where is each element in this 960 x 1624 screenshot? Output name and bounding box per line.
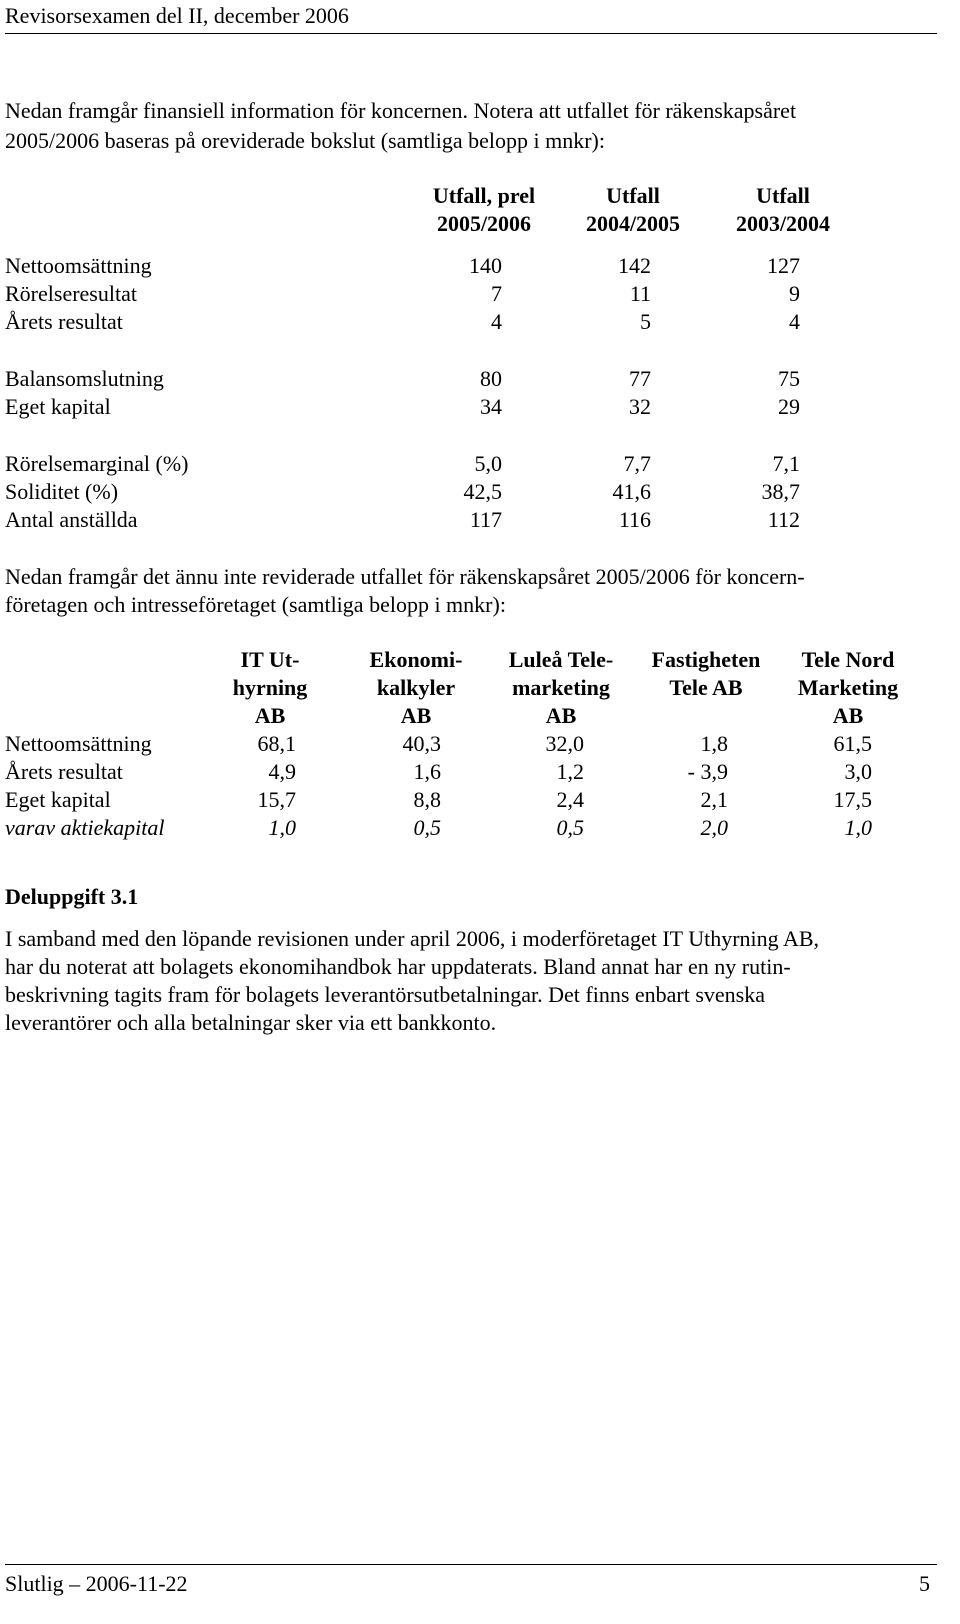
table-cell: 32,0: [545, 731, 584, 756]
column-header: Ekonomi-: [369, 647, 463, 672]
footer-rule: [5, 1564, 937, 1565]
table-cell: 127: [767, 253, 800, 278]
table-cell: 17,5: [833, 787, 872, 812]
table-cell: 29: [778, 394, 800, 419]
table-cell: 7: [491, 281, 502, 306]
table-cell: 9: [789, 281, 800, 306]
table-cell: 1,6: [413, 759, 441, 784]
table-cell: - 3,9: [687, 759, 728, 784]
section-heading: Deluppgift 3.1: [5, 884, 139, 909]
column-header: Fastigheten: [651, 647, 761, 672]
table-cell: 1,0: [268, 815, 296, 840]
row-label: Rörelseresultat: [5, 281, 137, 306]
row-label: Eget kapital: [5, 394, 111, 419]
footer-status: Slutlig – 2006-11-22: [5, 1571, 188, 1596]
table-cell: 15,7: [257, 787, 296, 812]
row-label: Soliditet (%): [5, 479, 119, 504]
column-header: marketing: [512, 675, 610, 700]
table-cell: 0,5: [556, 815, 584, 840]
table-cell: 1,0: [844, 815, 872, 840]
row-label: varav aktiekapital: [5, 815, 165, 840]
column-header: 2004/2005: [585, 211, 681, 236]
table-cell: 4: [491, 309, 502, 334]
column-header: Utfall, prel: [432, 183, 536, 208]
column-header: Luleå Tele-: [508, 647, 614, 672]
row-label: Årets resultat: [5, 309, 123, 334]
row-label: Eget kapital: [5, 787, 111, 812]
row-label: Nettoomsättning: [5, 731, 152, 756]
row-label: Balansomslutning: [5, 366, 164, 391]
table-cell: 140: [469, 253, 502, 278]
table-cell: 68,1: [257, 731, 296, 756]
row-label: Antal anställda: [5, 507, 138, 532]
table-cell: 41,6: [612, 479, 651, 504]
table-cell: 4,9: [268, 759, 296, 784]
column-header: 2003/2004: [735, 211, 831, 236]
header-rule: [5, 33, 937, 34]
row-label: Nettoomsättning: [5, 253, 152, 278]
column-header: IT Ut-: [240, 647, 300, 672]
table-cell: 142: [618, 253, 651, 278]
paragraph-line: leverantörer och alla betalningar sker via ett bankkonto.: [5, 1010, 497, 1035]
table-cell: 2,4: [556, 787, 584, 812]
table-cell: 42,5: [463, 479, 502, 504]
paragraph-line: företagen och intresseföretaget (samtliga belopp i mnkr):: [5, 592, 506, 617]
column-header: Utfall: [606, 183, 660, 208]
table-cell: 75: [778, 366, 800, 391]
table-cell: 32: [629, 394, 651, 419]
column-header: Marketing: [797, 675, 899, 700]
table-cell: 5: [640, 309, 651, 334]
table-cell: 3,0: [844, 759, 872, 784]
header-title: Revisorsexamen del II, december 2006: [5, 3, 349, 28]
row-label: Årets resultat: [5, 759, 123, 784]
paragraph-line: I samband med den löpande revisionen under april 2006, i moderföretaget IT Uthyrning AB,: [5, 926, 819, 951]
column-header: hyrning: [232, 675, 308, 700]
table-cell: 2,1: [700, 787, 728, 812]
table-cell: 1,2: [556, 759, 584, 784]
table-cell: 38,7: [761, 479, 800, 504]
table-cell: 5,0: [474, 451, 502, 476]
column-header: Tele Nord: [801, 647, 895, 672]
column-header: Tele AB: [669, 675, 743, 700]
column-header: AB: [400, 703, 432, 728]
table-cell: 0,5: [413, 815, 441, 840]
column-header: AB: [254, 703, 286, 728]
column-header: 2005/2006: [436, 211, 532, 236]
column-header: Utfall: [756, 183, 810, 208]
table-cell: 1,8: [700, 731, 728, 756]
table-cell: 11: [629, 281, 651, 306]
table-cell: 112: [767, 507, 800, 532]
paragraph-line: beskrivning tagits fram för bolagets leverantörsutbetalningar. Det finns enbart svenska: [5, 982, 766, 1007]
table-cell: 7,1: [772, 451, 800, 476]
column-header: AB: [545, 703, 577, 728]
row-label: Rörelsemarginal (%): [5, 451, 189, 476]
table-cell: 2,0: [700, 815, 728, 840]
table-cell: 8,8: [413, 787, 441, 812]
table-cell: 116: [618, 507, 651, 532]
table-cell: 117: [469, 507, 502, 532]
column-header: kalkyler: [376, 675, 456, 700]
paragraph-line: har du noterat att bolagets ekonomihandbok har uppdaterats. Bland annat har en ny rutin-: [5, 954, 791, 979]
table-cell: 77: [629, 366, 651, 391]
page-number: 5: [919, 1571, 930, 1596]
table-cell: 7,7: [623, 451, 651, 476]
table-cell: 80: [480, 366, 502, 391]
intro-line: 2005/2006 baseras på oreviderade bokslut (samtliga belopp i mnkr):: [5, 128, 605, 153]
column-header: AB: [832, 703, 864, 728]
table-cell: 4: [789, 309, 800, 334]
table-cell: 34: [480, 394, 502, 419]
paragraph-line: Nedan framgår det ännu inte reviderade utfallet för räkenskapsåret 2005/2006 för koncern-: [5, 564, 805, 589]
intro-line: Nedan framgår finansiell information för koncernen. Notera att utfallet för räkenskapsåret: [5, 98, 797, 123]
table-cell: 40,3: [402, 731, 441, 756]
table-cell: 61,5: [833, 731, 872, 756]
